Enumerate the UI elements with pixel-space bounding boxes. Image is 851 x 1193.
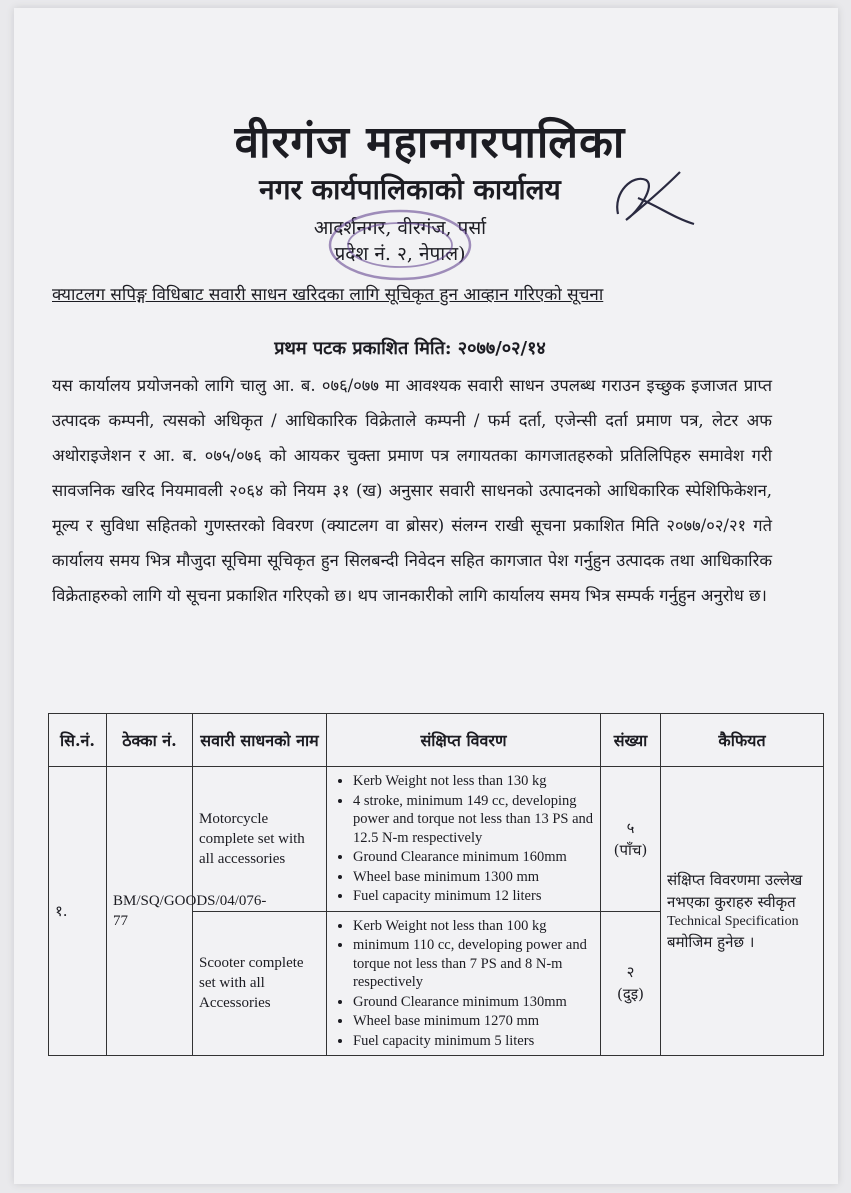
quantity [601,911,661,1056]
spec-item: • Ground Clearance minimum 160mm [353,848,594,867]
remarks-line: संक्षिप्त विवरणमा उल्लेख नभएका कुराहरु स्वीकृत [667,871,803,911]
contract-number: BM/SQ/GOODS/04/076-77 [107,767,193,1056]
vehicle-table [48,713,824,1056]
spec-item: • Wheel base minimum 1300 mm [353,868,594,887]
spec-item: • Kerb Weight not less than 130 kg [353,772,594,791]
notice-body: यस कार्यालय प्रयोजनको लागि चालु आ. ब. ०७६/०७७ मा आवश्यक सवारी साधन उपलब्ध गराउन इच्छुक इजाजत प्राप्त उत्पादक कम्पनी, त्यसको अधिकृत / आधिकारिक विक्रेताले कम्पनी / फर्म दर्ता, एजेन्सी दर्ता प्रमाण पत्र, लेटर अफ अथोराइजेशन र आ. ब. ०७५/०७६ को आयकर चुक्ता प्रमाण पत्र लगायतका कागजातहरुको प्रतिलिपिहरु समावेश गरी सावजनिक खरिद नियमावली २०६४ को नियम ३१ (ख) अनुसार सवारी साधनको उत्पादनको आधिकारिक स्पेशिफिकेशन, मूल्य र सुविधा सहितको गुणस्तरको विवरण (क्याटलग वा ब्रोसर) संलग्न राखी सूचना प्रकाशित मिति २०७७/०२/२१ गते कार्यालय समय भित्र मौजुदा सूचिमा सूचिकृत हुन सिलबन्दी निवेदन सहित कागजात पेश गर्नुहुन उत्पादक तथा आधिकारिक विक्रेताहरुको लागि यो सूचना प्रकाशित गरिएको छ। थप जानकारीको लागि कार्यालय समय भित्र सम्पर्क गर्नुहुन अनुरोध छ। [52,376,772,605]
vehicle-specs [327,767,601,912]
header-description: संक्षिप्त विवरण [327,714,601,767]
header-serial: सि.नं. [49,714,107,767]
table-row [49,767,824,912]
office-stamp [320,202,480,288]
office-address: आदर्शनगर, वीरगंज, पर्सा [313,217,487,239]
office-name: नगर कार्यपालिकाको कार्यालय [259,173,561,206]
remarks-line: बमोजिम हुनेछ । [667,933,755,951]
spec-item: • Fuel capacity minimum 12 liters [353,887,594,906]
remarks-line: Technical Specification [667,914,799,929]
quantity-words: (पाँच) [613,840,648,859]
header-vehicle: सवारी साधनको नाम [193,714,327,767]
spec-item: • Fuel capacity minimum 5 liters [353,1032,594,1051]
spec-item: • Kerb Weight not less than 100 kg [353,917,594,936]
vehicle-name: Scooter complete set with all Accessories [193,911,327,1056]
vehicle-name: Motorcycle complete set with all accessories [193,767,327,912]
publish-date: प्रथम पटक प्रकाशित मिति: २०७७/०२/१४ [274,338,546,359]
spec-item: • 4 stroke, minimum 149 cc, developing power and torque not less than 13 PS and 12.5 N-m respectively [353,792,594,848]
organization-title: वीरगंज महानगरपालिका [234,117,626,168]
office-province: प्रदेश नं. २, नेपाल) [334,243,466,265]
remarks [661,767,824,1056]
notice-heading: क्याटलग सपिङ्ग विधिबाट सवारी साधन खरिदका लागि सूचिकृत हुन आव्हान गरिएको सूचना [52,285,604,305]
quantity-words: (दुइ) [616,985,645,1004]
spec-item: • Wheel base minimum 1270 mm [353,1012,594,1031]
table-header-row [49,714,824,767]
vehicle-specs [327,911,601,1056]
signature-mark [608,162,698,232]
spec-item: • Ground Clearance minimum 130mm [353,993,594,1012]
header-quantity: संख्या [601,714,661,767]
serial-number: १. [49,767,107,1056]
header-remarks: कैफियत [661,714,824,767]
quantity [601,767,661,912]
header-contract: ठेक्का नं. [107,714,193,767]
quantity-number: २ [626,963,635,982]
quantity-number: ५ [626,818,635,837]
spec-item: • minimum 110 cc, developing power and torque not less than 7 PS and 8 N-m respectively [353,936,594,992]
